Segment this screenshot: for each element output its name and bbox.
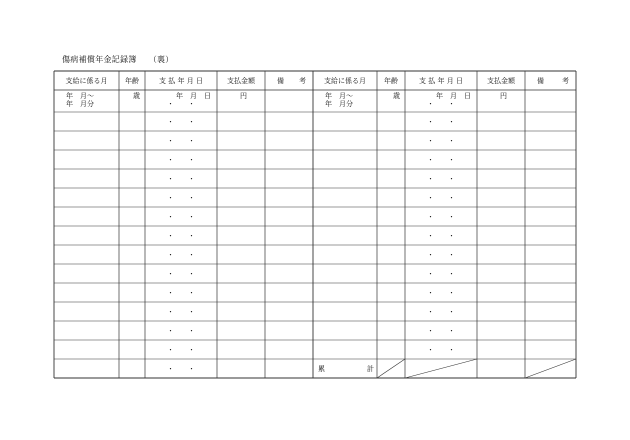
total-label-right: 計 bbox=[367, 364, 374, 373]
left-date-dots: ・ ・ bbox=[167, 100, 195, 108]
header-amount: 支払金額 bbox=[227, 77, 255, 85]
left-date-dots: ・ ・ bbox=[167, 212, 195, 221]
header-notes-left: 備 bbox=[277, 77, 284, 85]
month-unit-from: 年 月～ bbox=[66, 92, 94, 100]
date-unit: 年 月 日 bbox=[436, 92, 471, 100]
age-unit: 歳 bbox=[133, 92, 140, 100]
left-date-dots: ・ ・ bbox=[167, 174, 195, 183]
header-notes-left: 備 bbox=[537, 77, 544, 85]
form-subtitle: （裏） bbox=[148, 55, 174, 64]
right-date-dots: ・ ・ bbox=[427, 231, 455, 240]
left-date-dots: ・ ・ bbox=[167, 288, 195, 297]
left-date-dots: ・ ・ bbox=[167, 155, 195, 164]
left-date-dots: ・ ・ bbox=[167, 345, 195, 354]
age-unit: 歳 bbox=[393, 92, 400, 100]
right-date-dots: ・ ・ bbox=[427, 193, 455, 202]
header-notes-right: 考 bbox=[562, 77, 569, 85]
right-date-dots: ・ ・ bbox=[427, 174, 455, 183]
yen-unit: 円 bbox=[240, 92, 247, 100]
right-date-dots: ・ ・ bbox=[427, 326, 455, 335]
total-label-left: 累 bbox=[318, 364, 325, 373]
right-date-dots: ・ ・ bbox=[427, 307, 455, 316]
left-date-dots: ・ ・ bbox=[167, 117, 195, 126]
header-paydate: 支 払 年 月 日 bbox=[159, 77, 203, 85]
total-age-slash bbox=[377, 359, 405, 378]
month-unit-to: 年 月分 bbox=[66, 100, 94, 108]
header-age: 年齢 bbox=[384, 77, 398, 85]
left-date-dots: ・ ・ bbox=[167, 307, 195, 316]
right-date-dots: ・ ・ bbox=[427, 288, 455, 297]
header-age: 年齢 bbox=[125, 77, 139, 85]
left-date-dots: ・ ・ bbox=[167, 231, 195, 240]
left-date-dots: ・ ・ bbox=[167, 364, 195, 373]
right-date-dots: ・ ・ bbox=[427, 136, 455, 145]
right-date-dots: ・ ・ bbox=[427, 117, 455, 126]
right-date-dots: ・ ・ bbox=[427, 250, 455, 259]
right-date-dots: ・ ・ bbox=[427, 155, 455, 164]
left-date-dots: ・ ・ bbox=[167, 136, 195, 145]
right-date-dots: ・ ・ bbox=[427, 345, 455, 354]
header-month: 支給に係る月 bbox=[324, 77, 366, 85]
right-date-dots: ・ ・ bbox=[427, 100, 455, 108]
left-date-dots: ・ ・ bbox=[167, 193, 195, 202]
header-month: 支給に係る月 bbox=[65, 77, 108, 85]
header-notes-right: 考 bbox=[299, 77, 306, 85]
left-date-dots: ・ ・ bbox=[167, 326, 195, 335]
total-date-slash bbox=[405, 359, 477, 378]
left-date-dots: ・ ・ bbox=[167, 269, 195, 278]
right-date-dots: ・ ・ bbox=[427, 269, 455, 278]
month-unit-from: 年 月～ bbox=[325, 92, 353, 100]
yen-unit: 円 bbox=[500, 92, 507, 100]
total-notes-slash bbox=[525, 359, 576, 378]
header-amount: 支払金額 bbox=[487, 77, 515, 85]
left-date-dots: ・ ・ bbox=[167, 250, 195, 259]
form-title-text: 傷病補償年金記録簿 bbox=[62, 55, 137, 64]
header-paydate: 支 払 年 月 日 bbox=[419, 77, 463, 85]
right-date-dots: ・ ・ bbox=[427, 212, 455, 221]
month-unit-to: 年 月分 bbox=[325, 100, 353, 108]
date-unit: 年 月 日 bbox=[176, 92, 211, 100]
